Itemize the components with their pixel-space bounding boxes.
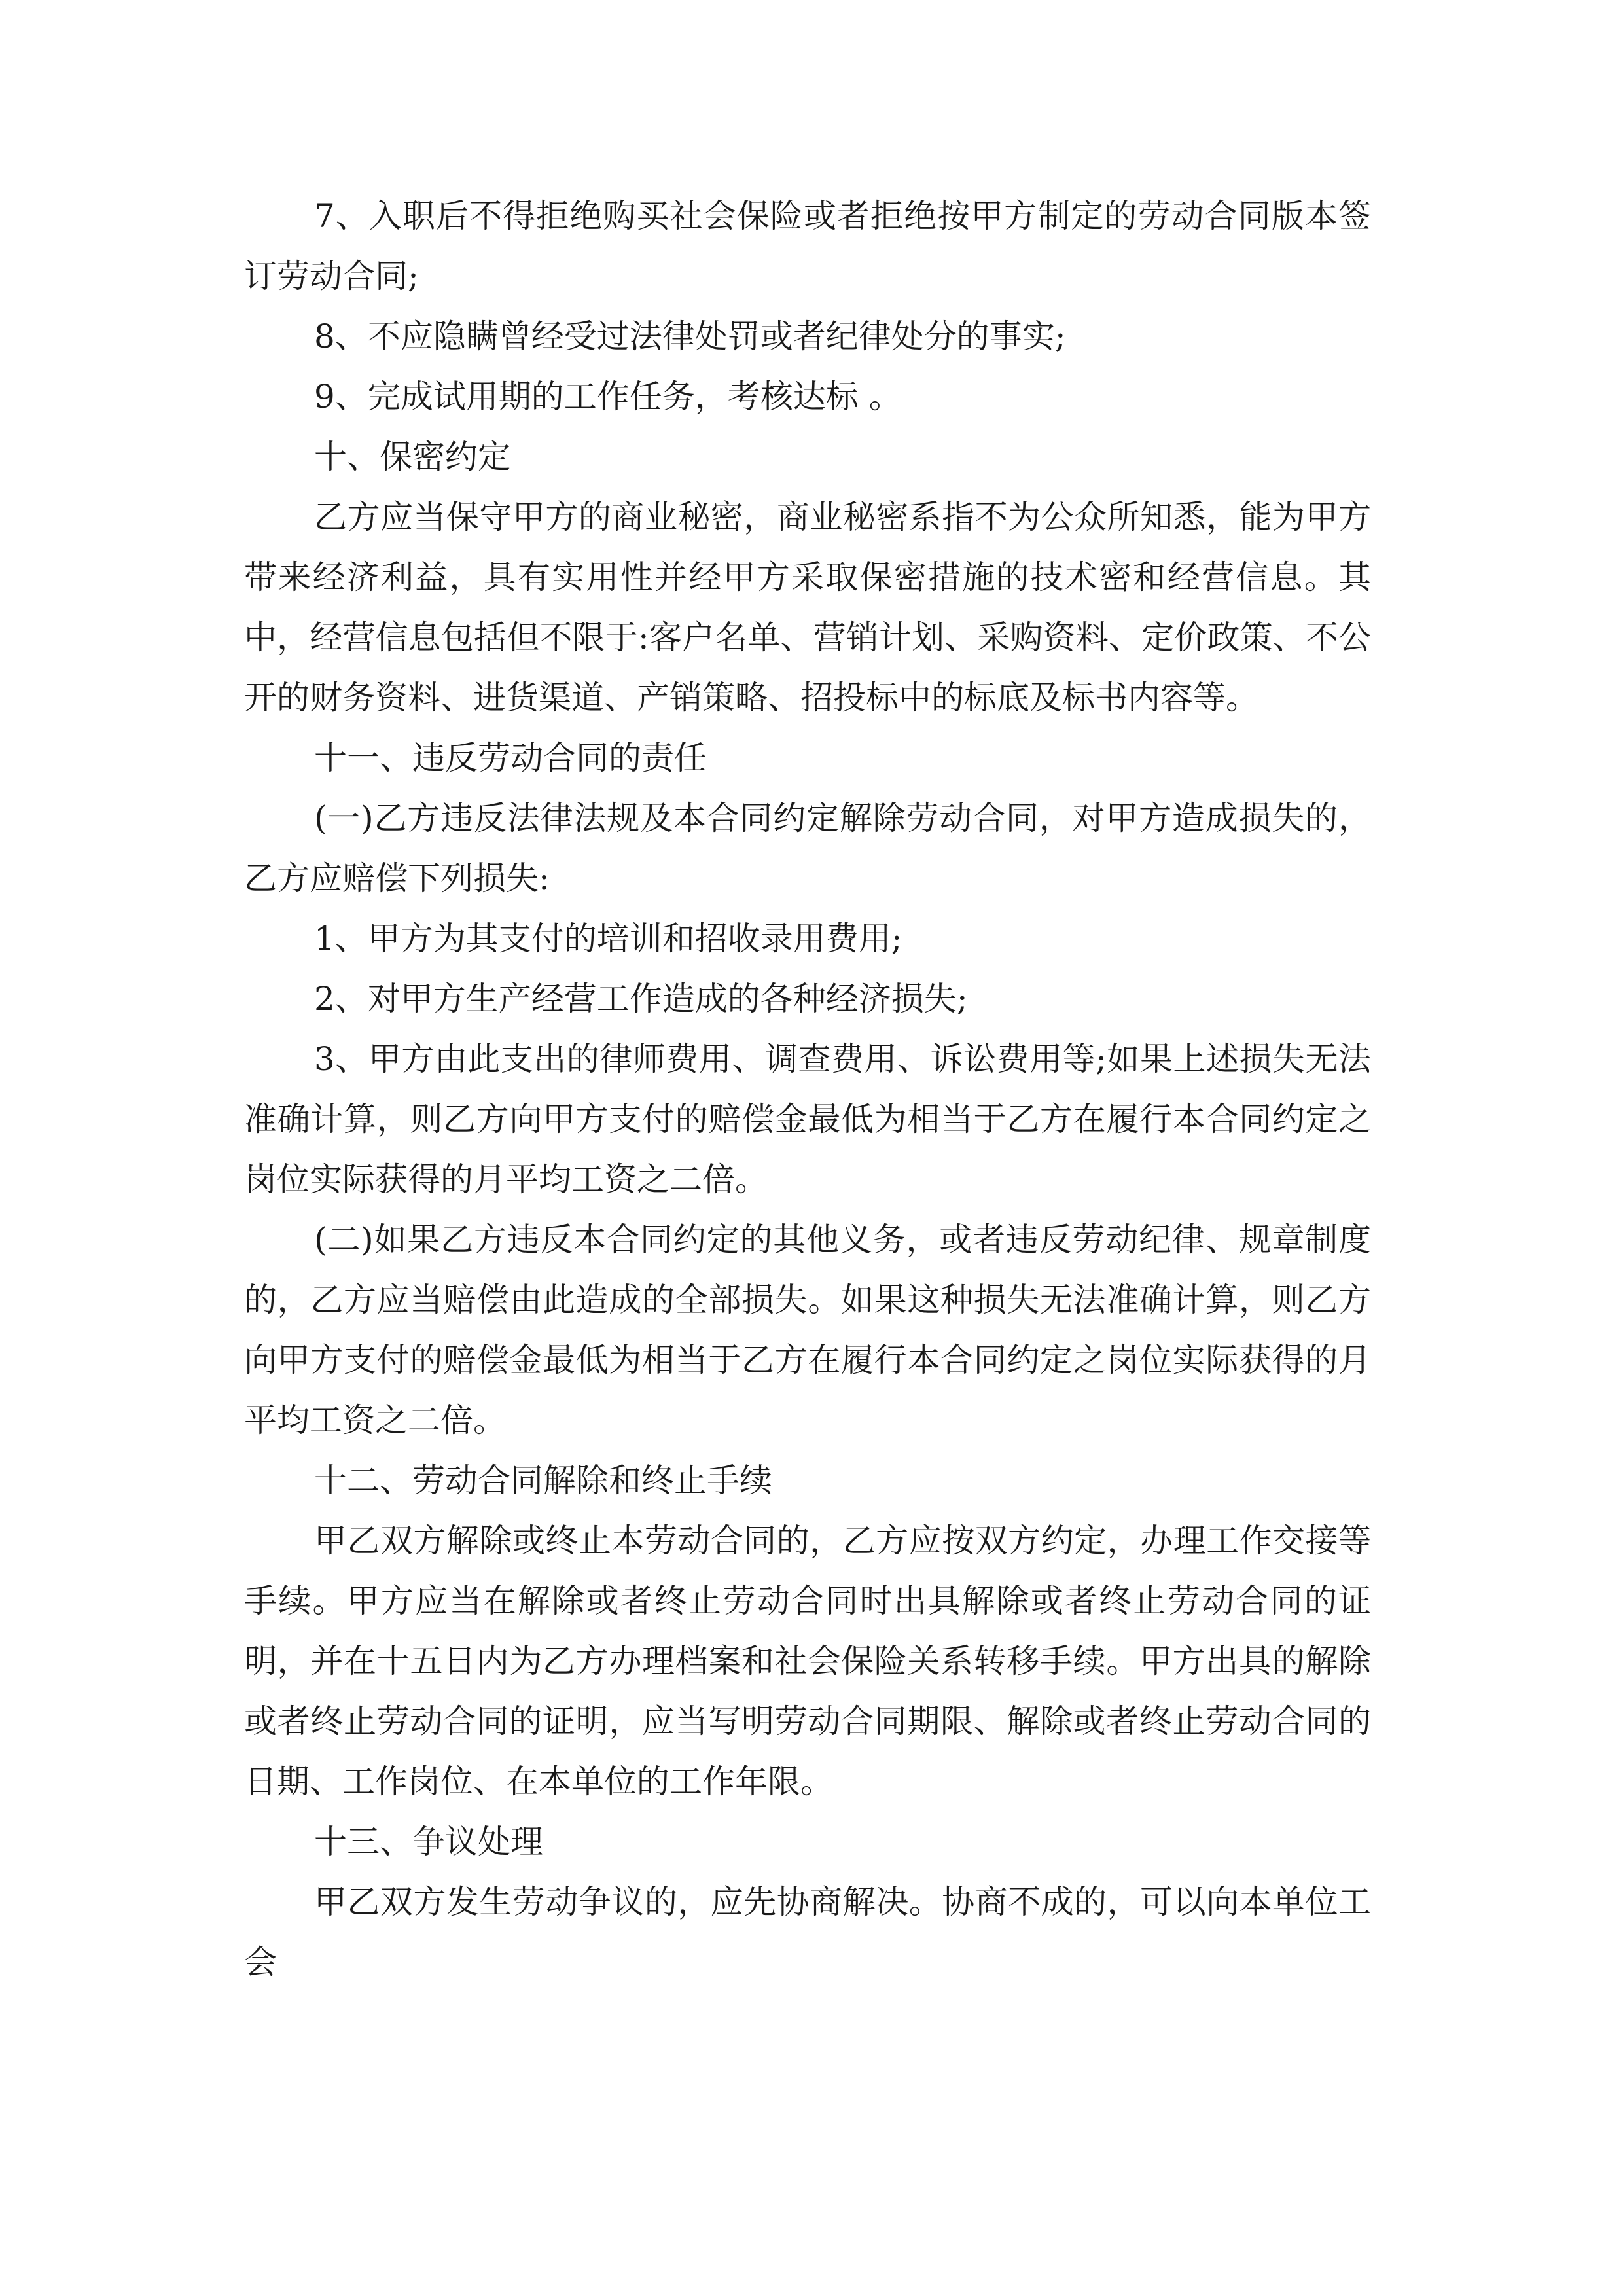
clause-8: 8、不应隐瞒曾经受过法律处罚或者纪律处分的事实; <box>314 317 1066 355</box>
section-heading-breach-liability: 十一、违反劳动合同的责任 <box>314 739 707 777</box>
breach-item-3: 3、甲方由此支出的律师费用、调查费用、诉讼费用等;如果上述损失无法准确计算，则乙方向甲方支付的赔偿金最低为相当于乙方在履行本合同约定之岗位实际获得的月平均工资之二倍。 <box>244 1040 1371 1198</box>
breach-subsection-2: (二)如果乙方违反本合同约定的其他义务，或者违反劳动纪律、规章制度的，乙方应当赔偿由此造成的全部损失。如果这种损失无法准确计算，则乙方向甲方支付的赔偿金最低为相当于乙方在履行本合同约定之岗位实际获得的月平均工资之二倍。 <box>244 1221 1371 1439</box>
dispute-paragraph: 甲乙双方发生劳动争议的，应先协商解决。协商不成的，可以向本单位工会 <box>244 1883 1371 1981</box>
breach-subsection-1: (一)乙方违反法律法规及本合同约定解除劳动合同，对甲方造成损失的，乙方应赔偿下列损失: <box>244 799 1371 897</box>
section-heading-dispute: 十三、争议处理 <box>314 1823 543 1861</box>
clause-7: 7、入职后不得拒绝购买社会保险或者拒绝按甲方制定的劳动合同版本签订劳动合同; <box>244 197 1371 295</box>
clause-9: 9、完成试用期的工作任务，考核达标 。 <box>314 378 902 416</box>
breach-item-1: 1、甲方为其支付的培训和招收录用费用; <box>314 920 902 958</box>
breach-item-2: 2、对甲方生产经营工作造成的各种经济损失; <box>314 980 968 1018</box>
section-heading-termination: 十二、劳动合同解除和终止手续 <box>314 1462 772 1499</box>
termination-paragraph: 甲乙双方解除或终止本劳动合同的，乙方应按双方约定，办理工作交接等手续。甲方应当在解除或者终止劳动合同时出具解除或者终止劳动合同的证明，并在十五日内为乙方办理档案和社会保险关系转移手续。甲方出具的解除或者终止劳动合同的证明，应当写明劳动合同期限、解除或者终止劳动合同的日期、工作岗位、在本单位的工作年限。 <box>244 1522 1371 1801</box>
section-heading-confidentiality: 十、保密约定 <box>314 438 510 476</box>
document-body <box>244 186 1371 1992</box>
confidentiality-paragraph: 乙方应当保守甲方的商业秘密，商业秘密系指不为公众所知悉，能为甲方带来经济利益，具有实用性并经甲方采取保密措施的技术密和经营信息。其中，经营信息包括但不限于:客户名单、营销计划、采购资料、定价政策、不公开的财务资料、进货渠道、产销策略、招投标中的标底及标书内容等。 <box>244 498 1371 717</box>
